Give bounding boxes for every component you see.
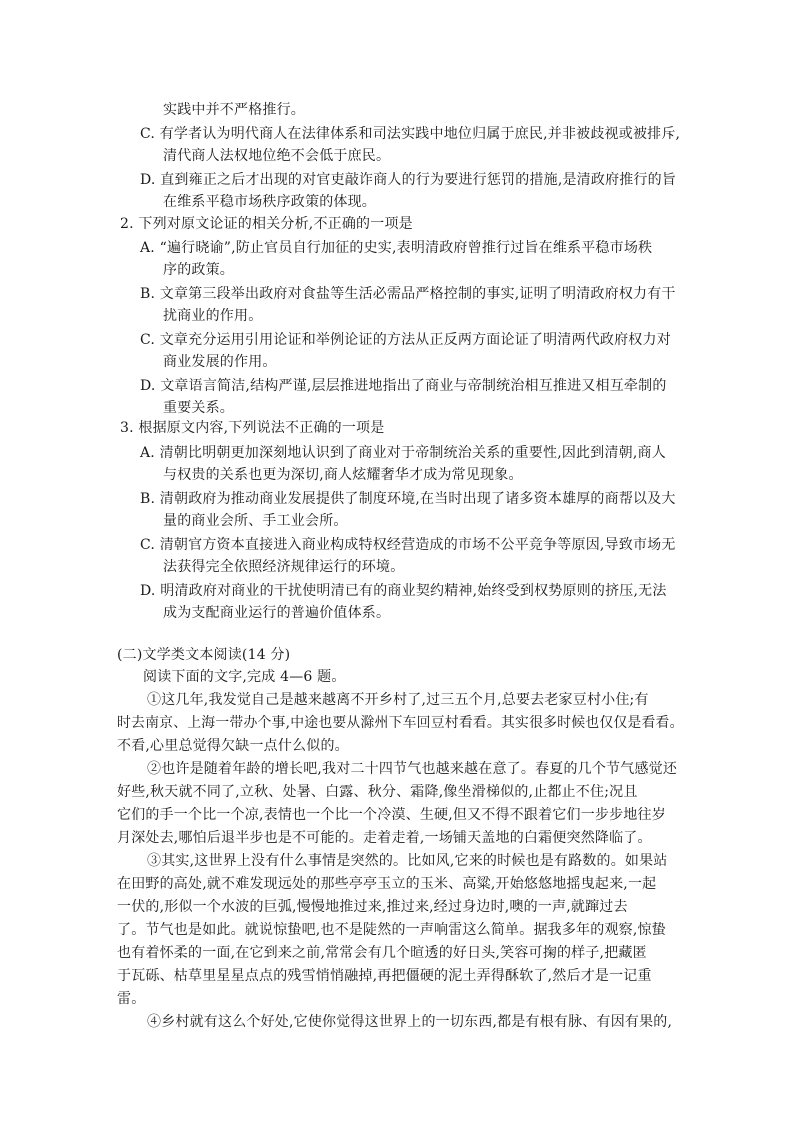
q2-option-b: B. 文章第三段举出政府对食盐等生活必需品严格控制的事实,证明了明清政府权力有干 [140, 286, 676, 302]
q2-option-d: D. 文章语言简洁,结构严谨,层层推进地指出了商业与帝制统治相互推进又相互牵制的 [140, 378, 667, 394]
passage-p3-line: 了。节气也是如此。就说惊蛰吧,也不是陡然的一声响雷这么简单。据我多年的观察,惊蛰 [117, 922, 666, 938]
q3-option-c-cont: 法获得完全依照经济规律运行的环境。 [163, 559, 405, 575]
q2-option-a: A. “遍行晓谕”,防止官员自行加征的史实,表明清政府曾推行过旨在维系平稳市场秩 [140, 240, 653, 256]
passage-p3-line: 也有着怀柔的一面,在它到来之前,常常会有几个暄透的好日头,笑容可掬的样子,把藏匿 [117, 945, 647, 961]
passage-p3-line: ③其实,这世界上没有什么事情是突然的。比如风,它来的时候也是有路数的。如果站 [147, 853, 668, 869]
passage-p1-line: 不看,心里总觉得欠缺一点什么似的。 [117, 738, 349, 754]
q3-option-d: D. 明清政府对商业的干扰使明清已有的商业契约精神,始终受到权势原则的挤压,无法 [140, 583, 667, 599]
q1-option-c: C. 有学者认为明代商人在法律体系和司法实践中地位归属于庶民,并非被歧视或被排斥, [140, 126, 681, 142]
passage-p3-line: 一伏的,形似一个水波的巨弧,慢慢地推过来,推过来,经过身边时,噢的一声,就蹿过去 [117, 899, 628, 915]
q3-option-b: B. 清朝政府为推动商业发展提供了制度环境,在当时出现了诸多资本雄厚的商帮以及大 [140, 491, 676, 507]
q1-option-d: D. 直到雍正之后才出现的对官吏敲诈商人的行为要进行惩罚的措施,是清政府推行的旨 [140, 172, 677, 188]
passage-p3-line: 雷。 [117, 991, 146, 1007]
section-instruction: 阅读下面的文字,完成 4—6 题。 [143, 669, 346, 685]
q2-option-a-cont: 序的政策。 [163, 262, 234, 278]
passage-p2-line: 好些,秋天就不同了,立秋、处暑、白露、秋分、霜降,像坐滑梯似的,止都止不住;况且 [117, 784, 638, 800]
passage-p4-line: ④乡村就有这么个好处,它使你觉得这世界上的一切东西,都是有根有脉、有因有果的, [147, 1014, 673, 1030]
q3-option-a: A. 清朝比明朝更加深刻地认识到了商业对于帝制统治关系的重要性,因此到清朝,商人 [140, 445, 666, 461]
q1-option-b-tail: 实践中并不严格推行。 [163, 102, 305, 118]
q3-option-a-cont: 与权贵的关系也更为深切,商人炫耀奢华才成为常见现象。 [163, 467, 523, 483]
q3-option-c: C. 清朝官方资本直接进入商业构成特权经营造成的市场不公平竞争等原因,导致市场无 [140, 537, 676, 553]
q2-option-c-cont: 商业发展的作用。 [163, 354, 277, 370]
q3-option-b-cont: 量的商业会所、手工业会所。 [163, 513, 348, 529]
passage-p3-line: 于瓦砾、枯草里星星点点的残雪悄悄融掉,再把僵硬的泥土弄得酥软了,然后才是一记重 [117, 968, 652, 984]
q2-option-d-cont: 重要关系。 [163, 400, 234, 416]
passage-p3-line: 在田野的高处,就不难发现远处的那些亭亭玉立的玉米、高粱,开始悠悠地摇曳起来,一起 [117, 876, 657, 892]
q2-option-c: C. 文章充分运用引用论证和举例论证的方法从正反两方面论证了明清两代政府权力对 [140, 332, 671, 348]
passage-p2-line: 它们的手一个比一个凉,表情也一个比一个冷漠、生硬,但又不得不跟着它们一步步地往岁 [117, 807, 666, 823]
q3-stem: 3. 根据原文内容,下列说法不正确的一项是 [120, 420, 385, 436]
section-title: (二)文学类文本阅读(14 分) [117, 647, 291, 663]
q3-option-d-cont: 成为支配商业运行的普遍价值体系。 [163, 605, 391, 621]
passage-p2-line: 月深处去,哪怕后退半步也是不可能的。走着走着,一场铺天盖地的白霜便突然降临了。 [117, 830, 652, 846]
passage-p1-line: 时去南京、上海一带办个事,中途也要从滁州下车回豆村看看。其实很多时候也仅仅是看看。 [117, 715, 684, 731]
passage-p1-line: ①这几年,我发觉自己是越来越离不开乡村了,过三五个月,总要去老家豆村小住;有 [147, 692, 649, 708]
passage-p2-line: ②也许是随着年龄的增长吧,我对二十四节气也越来越在意了。春夏的几个节气感觉还 [147, 761, 678, 777]
q1-option-d-cont: 在维系平稳市场秩序政策的体现。 [163, 194, 376, 210]
q2-stem: 2. 下列对原文论证的相关分析,不正确的一项是 [120, 216, 413, 232]
q1-option-c-cont: 清代商人法权地位绝不会低于庶民。 [163, 148, 391, 164]
q2-option-b-cont: 扰商业的作用。 [163, 308, 263, 324]
